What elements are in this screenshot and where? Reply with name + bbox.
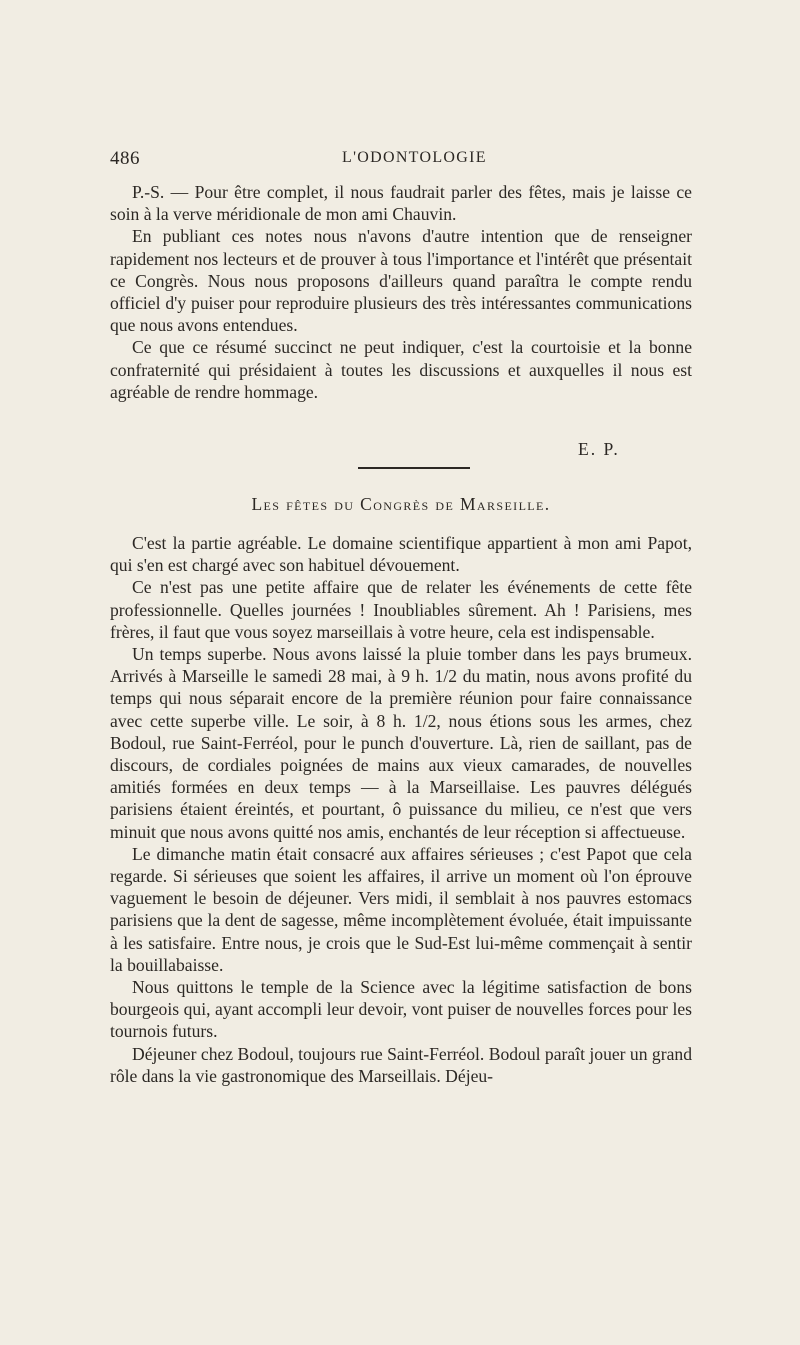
paragraph: Un temps superbe. Nous avons laissé la pluie tomber dans les pays brumeux. Arrivés à Marseille le samedi 28 mai, à 9 h. 1/2 du matin, nous avons profité du temps qui nous séparait encore de la première réunion pour faire connaissance avec cette superbe ville. Le soir, à 8 h. 1/2, nous étions sous les armes, chez Bodoul, rue Saint-Ferréol, pour le punch d'ouverture. Là, rien de saillant, pas de discours, de cordiales poignées de mains aux vieux camarades, de nouvelles amitiés formées en deux temps — à la Marseillaise. Les pauvres délégués parisiens étaient éreintés, et pourtant, ô puissance du milieu, ce n'est que vers minuit que nous avons quitté nos amis, enchantés de leur réception si affectueuse. [110,644,692,842]
paragraph-intention: En publiant ces notes nous n'avons d'autre intention que de renseigner rapidement nos lecteurs et de prouver à tous l'importance et l'intérêt que présentait ce Congrès. Nous nous proposons d'ailleurs quand paraîtra le compte rendu officiel d'y puiser pour reproduire plusieurs des très intéressantes communications que nous avons entendues. [110,226,692,336]
author-signature: E. P. [578,439,620,459]
paragraph-courtesy: Ce que ce résumé succinct ne peut indiquer, c'est la courtoisie et la bonne confraternité qui présidaient à toutes les discussions et auxquelles il nous est agréable de rendre hommage. [110,337,692,402]
paragraph: Le dimanche matin était consacré aux affaires sérieuses ; c'est Papot que cela regarde. Si sérieuses que soient les affaires, il arrive un moment où l'on éprouve vaguement le besoin de déjeuner. Vers midi, il semblait à nos pauvres estomacs parisiens que la dent de sagesse, même incomplètement évoluée, était impuissante à les satisfaire. Entre nous, je crois que le Sud-Est lui-même commençait à sentir la bouillabaisse. [110,843,692,975]
paragraph-postscript: P.-S. — Pour être complet, il nous faudrait parler des fêtes, mais je laisse ce soin à la verve méridionale de mon ami Chauvin. [110,182,692,225]
paragraph: Ce n'est pas une petite affaire que de relater les événements de cette fête professionnelle. Quelles journées ! Inoubliables sûrement. Ah ! Parisiens, mes frères, il faut que vous soyez marseillais à votre heure, cela est indispensable. [110,577,692,642]
paragraph: C'est la partie agréable. Le domaine scientifique appartient à mon ami Papot, qui s'en est chargé avec son habituel dévouement. [110,533,692,576]
page-header [110,148,690,172]
paragraph: Déjeuner chez Bodoul, toujours rue Saint-Ferréol. Bodoul paraît jouer un grand rôle dans la vie gastronomique des Marseillais. Déjeu- [110,1043,692,1086]
running-title: L'ODONTOLOGIE [342,149,487,166]
section-text [110,532,692,1087]
intro-text [110,181,692,403]
section-divider [358,467,470,469]
paragraph: Nous quittons le temple de la Science avec la légitime satisfaction de bons bourgeois qui, ayant accompli leur devoir, vont puiser de nouvelles forces pour les tournois futurs. [110,977,692,1042]
section-title: Les fêtes du Congrès de Marseille. [251,494,551,514]
page-number: 486 [110,148,140,169]
